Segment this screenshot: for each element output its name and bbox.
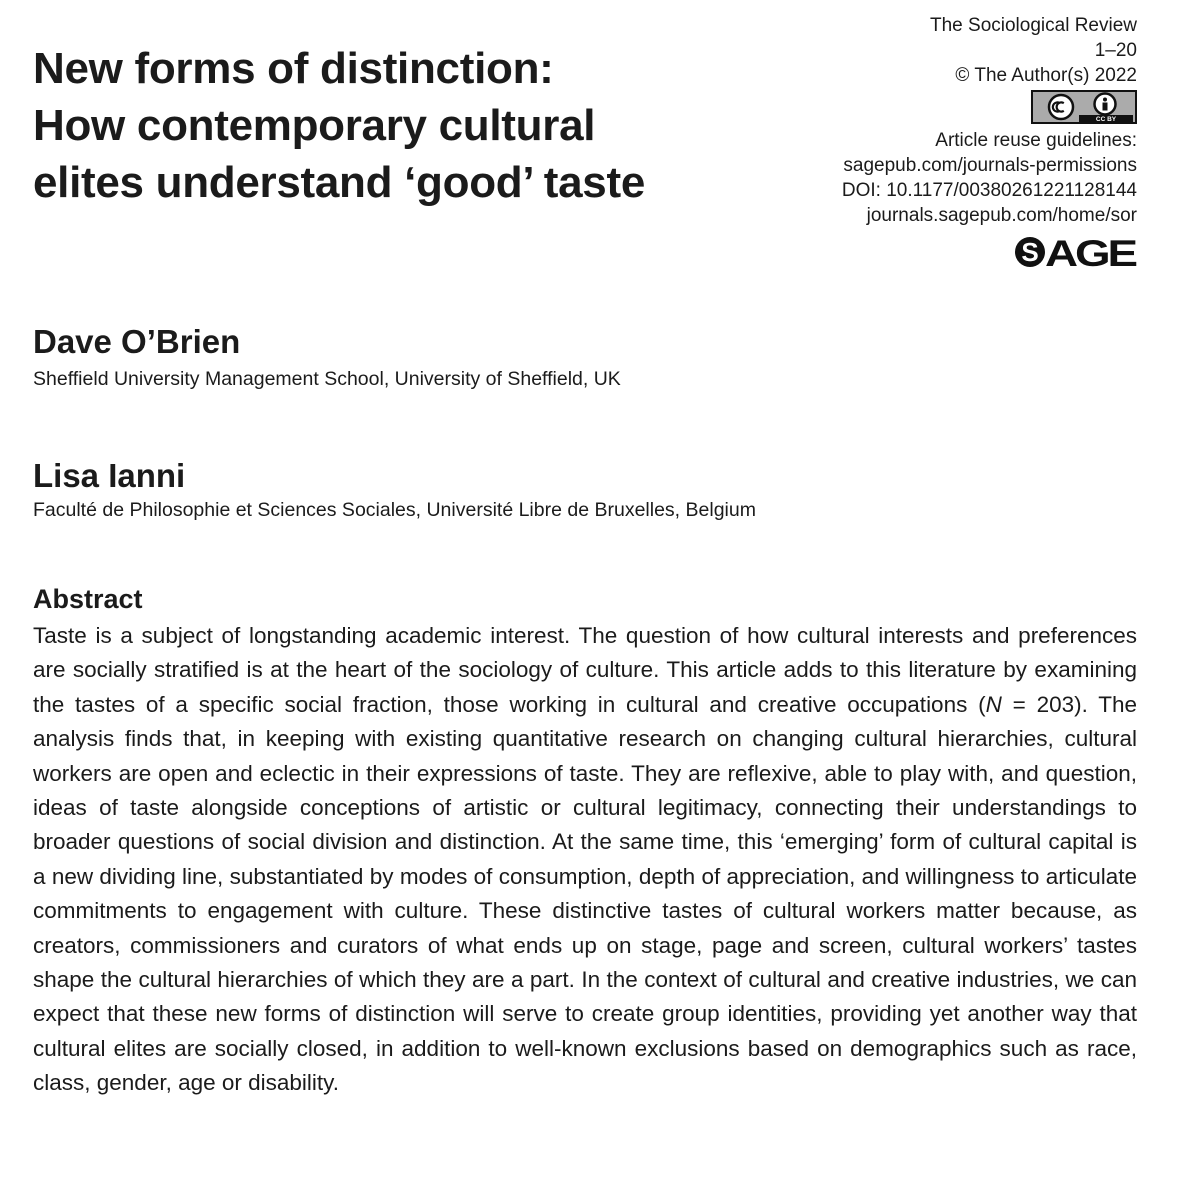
author-name: Lisa Ianni <box>33 457 186 494</box>
article-title <box>33 40 773 211</box>
abstract-heading: Abstract <box>33 584 143 614</box>
author-affiliation: Faculté de Philosophie et Sciences Sociales, Université Libre de Bruxelles, Belgium <box>33 499 756 521</box>
cc-by-license-icon[interactable] <box>1031 90 1137 124</box>
article-title-line: elites understand ‘good’ taste <box>33 158 646 207</box>
journal-metadata <box>807 13 1137 279</box>
page-range: 1–20 <box>1094 40 1137 61</box>
copyright-notice: © The Author(s) 2022 <box>955 65 1137 86</box>
journal-name: The Sociological Review <box>930 15 1137 36</box>
author-name: Dave O’Brien <box>33 323 241 360</box>
article-title-line: How contemporary cultural <box>33 101 596 150</box>
cc-license-text: CC BY <box>1095 116 1117 122</box>
svg-text:AGE: AGE <box>1045 233 1137 272</box>
svg-text:S: S <box>1021 237 1039 267</box>
reuse-guidelines-link[interactable]: sagepub.com/journals-permissions <box>843 155 1137 176</box>
sample-size-symbol: N <box>985 691 1002 717</box>
journal-homepage-link[interactable]: journals.sagepub.com/home/sor <box>866 205 1137 226</box>
abstract-text-part: Taste is a subject of longstanding academic interest. The question of how cultural interests and preferences are socially stratified is at the heart of the sociology of culture. This article adds to this literature by examining the tastes of a specific social fraction, those working in cultural and creative occupations ( <box>33 623 1137 717</box>
abstract-text-part: = 203). The analysis finds that, in keeping with existing quantitative research on changing cultural hierarchies, cultural workers are open and eclectic in their expressions of taste. They are reflexive, able to play with, and question, ideas of taste alongside conceptions of artistic or cultural legitimacy, connecting their understandings to broader questions of social division and distinction. At the same time, this ‘emerging’ form of cultural capital is a new dividing line, substantiated by modes of consumption, depth of appreciation, and willingness to articulate commitments to engagement with culture. These distinctive tastes of cultural workers matter because, as creators, commissioners and curators of what ends up on stage, page and screen, cultural workers’ tastes shape the cultural hierarchies of which they are a part. In the context of cultural and creative industries, we can expect that these new forms of distinction will serve to create group identities, providing yet another way that cultural elites are socially closed, in addition to well-known exclusions based on demographics such as race, class, gender, age or disability. <box>33 691 1138 1096</box>
author-affiliation: Sheffield University Management School, University of Sheffield, UK <box>33 368 621 390</box>
abstract-text <box>33 619 1137 1101</box>
reuse-guidelines-label: Article reuse guidelines: <box>935 130 1137 151</box>
doi[interactable]: DOI: 10.1177/00380261221128144 <box>841 180 1137 201</box>
sage-logo <box>1013 232 1137 272</box>
article-title-line: New forms of distinction: <box>33 44 554 93</box>
